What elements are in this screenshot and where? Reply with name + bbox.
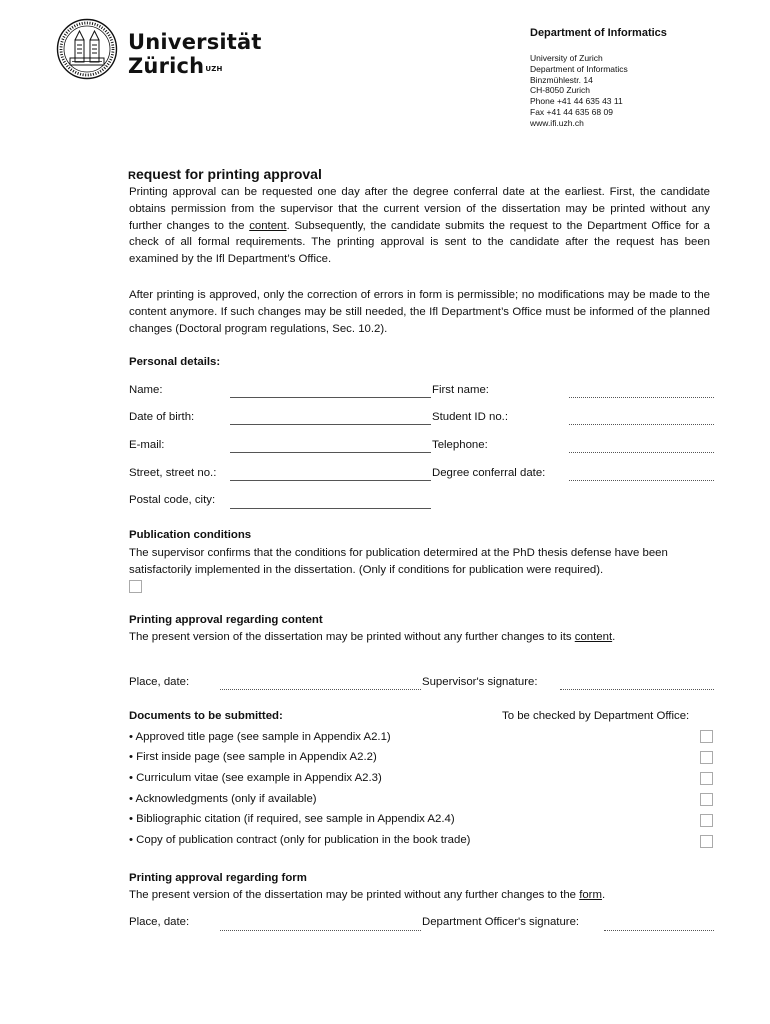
wordmark-line-1: Universität — [128, 30, 262, 54]
address-block — [530, 53, 628, 129]
first-name-label: First name: — [432, 384, 489, 396]
content-link[interactable]: content — [249, 219, 287, 232]
publication-heading: Publication conditions — [129, 529, 252, 541]
student-id-label: Student ID no.: — [432, 411, 508, 423]
street-label: Street, street no.: — [129, 467, 217, 479]
supervisor-signature-field[interactable] — [560, 689, 714, 690]
uzh-mark: UZH — [205, 65, 223, 73]
document-checkbox[interactable] — [700, 814, 713, 827]
document-checkbox[interactable] — [700, 835, 713, 848]
address-line: Fax +41 44 635 68 09 — [530, 106, 613, 117]
document-checkbox[interactable] — [700, 751, 713, 764]
page-title — [128, 166, 322, 182]
address-line: Phone +41 44 635 43 11 — [530, 96, 623, 107]
intro-text: . Subsequently, the candidate submits the request to the Department Office for a check of all formal requirements. The printing approval is sent to the candidate after the request has been examined by the Ifl Department’s Office. — [129, 219, 710, 266]
form-approval-text — [129, 889, 605, 901]
period: . — [612, 631, 616, 643]
department-title: Department of Informatics — [530, 27, 667, 39]
place-date-label: Place, date: — [129, 676, 190, 688]
period: . — [601, 889, 606, 901]
postal-code-field[interactable] — [230, 508, 431, 509]
university-seal-logo — [56, 18, 118, 80]
document-item: • Bibliographic citation (if required, see sample in Appendix A2.4) — [129, 813, 455, 825]
document-checkbox[interactable] — [700, 730, 713, 743]
address-line: University of Zurich — [530, 53, 603, 63]
form-approval-heading: Printing approval regarding form — [129, 872, 307, 884]
place-date-field[interactable] — [220, 689, 421, 690]
first-name-field[interactable] — [569, 397, 714, 398]
telephone-label: Telephone: — [432, 439, 488, 451]
content-approval-text — [129, 631, 615, 643]
conferral-date-field[interactable] — [569, 480, 714, 481]
postal-code-label: Postal code, city: — [129, 494, 216, 506]
address-line: Binzmühlestr. 14 — [530, 74, 593, 85]
form-approval-sentence: The present version of the dissertation may be printed without any further changes to the — [129, 889, 580, 901]
address-line[interactable]: www.ifi.uzh.ch — [530, 117, 584, 128]
intro-paragraph-1 — [129, 184, 710, 268]
place-date-field[interactable] — [220, 930, 421, 931]
telephone-field[interactable] — [569, 452, 714, 453]
content-approval-heading: Printing approval regarding content — [129, 614, 323, 626]
university-wordmark — [128, 30, 262, 78]
title-rest: equest for printing approval — [135, 166, 322, 182]
address-line: Department of Informatics — [530, 63, 628, 74]
document-checkbox[interactable] — [700, 772, 713, 785]
officer-signature-label: Department Officer's signature: — [422, 916, 580, 928]
student-id-field[interactable] — [569, 424, 714, 425]
name-label: Name: — [129, 384, 163, 396]
date-of-birth-label: Date of birth: — [129, 411, 195, 423]
personal-details-heading: Personal details: — [129, 356, 221, 368]
document-checkbox[interactable] — [700, 793, 713, 806]
content-link[interactable]: content — [574, 631, 613, 643]
place-date-label: Place, date: — [129, 916, 190, 928]
department-check-heading: To be checked by Department Office: — [502, 710, 690, 722]
street-field[interactable] — [230, 480, 431, 481]
form-link[interactable]: form — [579, 889, 602, 901]
name-field[interactable] — [230, 397, 431, 398]
document-item: • Approved title page (see sample in Appendix A2.1) — [129, 731, 391, 743]
supervisor-signature-label: Supervisor's signature: — [422, 676, 538, 688]
title-first-letter: R — [128, 170, 136, 182]
intro-text: Printing approval can be requested one day after the degree conferral date at the earliest. First, the candidate obtains permission from the supervisor that the current version of the dissertation may be printed without any further changes to the — [129, 186, 710, 232]
date-of-birth-field[interactable] — [230, 424, 431, 425]
document-item: • First inside page (see sample in Appendix A2.2) — [129, 751, 377, 763]
conferral-date-label: Degree conferral date: — [432, 467, 546, 479]
documents-heading: Documents to be submitted: — [129, 710, 283, 722]
address-line: CH-8050 Zurich — [530, 85, 590, 96]
publication-checkbox[interactable] — [129, 580, 142, 593]
officer-signature-field[interactable] — [604, 930, 714, 931]
document-item: • Acknowledgments (only if available) — [129, 793, 317, 805]
document-item: • Copy of publication contract (only for publication in the book trade) — [129, 834, 471, 846]
email-field[interactable] — [230, 452, 431, 453]
intro-paragraph-2: After printing is approved, only the correction of errors in form is permissible; no modifications may be made to the content anymore. If such changes may be still needed, the Ifl Department’s Office must be informed of the planned changes (Doctoral program regulations, Sec. 10.2). — [129, 289, 710, 335]
wordmark-line-2: Zürich — [128, 54, 205, 78]
content-approval-sentence: The present version of the dissertation may be printed without any further changes to its — [129, 631, 575, 643]
publication-text: The supervisor confirms that the conditions for publication determired at the PhD thesis defense have been satisfactorily implemented in the dissertation. (Only if conditions for publication were required). — [129, 547, 668, 576]
email-label: E-mail: — [129, 439, 165, 451]
document-item: • Curriculum vitae (see example in Appendix A2.3) — [129, 772, 382, 784]
